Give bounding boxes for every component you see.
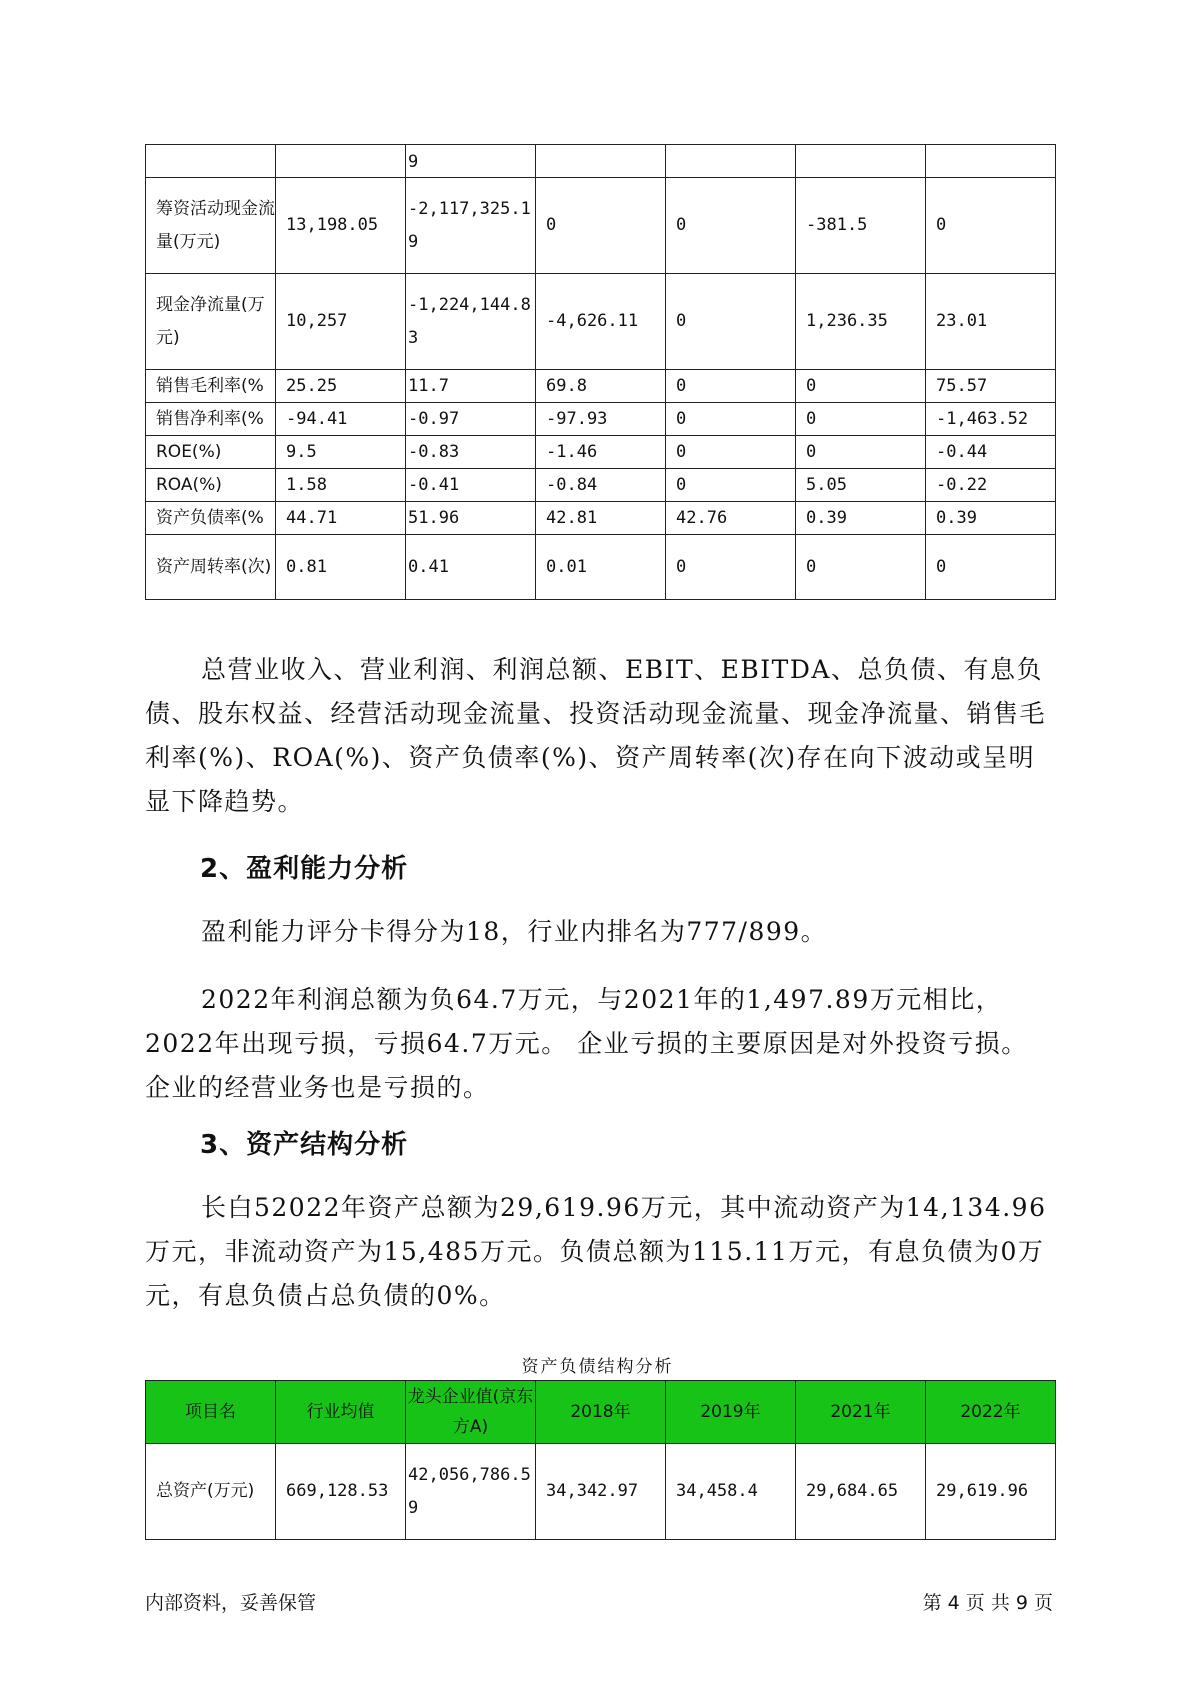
- table-cell: 42.81: [536, 502, 666, 535]
- table-cell: 75.57: [926, 370, 1056, 403]
- table-cell: 0: [796, 535, 926, 600]
- table-cell: 0: [796, 403, 926, 436]
- column-header: 项目名: [146, 1381, 276, 1444]
- table-cell: 51.96: [406, 502, 536, 535]
- table-cell: 29,684.65: [796, 1444, 926, 1540]
- row-label-cell: ROE(%): [146, 436, 276, 469]
- table-cell: -0.44: [926, 436, 1056, 469]
- table-row: [146, 145, 1056, 178]
- table-cell: -97.93: [536, 403, 666, 436]
- table-cell: 0: [926, 178, 1056, 274]
- table-row: [146, 469, 1056, 502]
- table-cell: 5.05: [796, 469, 926, 502]
- table-cell: 10,257: [276, 274, 406, 370]
- table-cell: 0: [666, 436, 796, 469]
- footer-confidential-note: 内部资料，妥善保管: [145, 1592, 317, 1614]
- table-cell: -94.41: [276, 403, 406, 436]
- row-label-cell: 筹资活动现金流量(万元): [146, 178, 276, 274]
- table-cell: 1,236.35: [796, 274, 926, 370]
- table-row: [146, 403, 1056, 436]
- asset-structure-paragraph: 长白52022年资产总额为29,619.96万元，其中流动资产为14,134.96万元，非流动资产为15,485万元。负债总额为115.11万元，有息负债为0万元，有息负债占总负债的0%。: [145, 1193, 1047, 1310]
- column-header: 2019年: [666, 1381, 796, 1444]
- table-cell: -2,117,325.19: [406, 178, 536, 274]
- table-cell: 0: [796, 436, 926, 469]
- table-cell: -0.84: [536, 469, 666, 502]
- table-cell: 0: [666, 469, 796, 502]
- row-label-cell: ROA(%): [146, 469, 276, 502]
- table-cell: 0: [666, 178, 796, 274]
- table-cell: [666, 145, 796, 178]
- section-heading-asset-structure: 3、资产结构分析: [200, 1130, 409, 1160]
- table-caption: 资产负债结构分析: [521, 1357, 674, 1377]
- row-label-cell: 总资产(万元): [146, 1444, 276, 1540]
- table-row: [146, 178, 1056, 274]
- row-label-cell: 资产负债率(%: [146, 502, 276, 535]
- table-cell: -0.41: [406, 469, 536, 502]
- table-cell: 44.71: [276, 502, 406, 535]
- asset-liability-structure-table: [145, 1380, 1056, 1540]
- table-cell: [796, 145, 926, 178]
- column-header: 2021年: [796, 1381, 926, 1444]
- table-cell: 13,198.05: [276, 178, 406, 274]
- table-cell: 9.5: [276, 436, 406, 469]
- table-cell: [926, 145, 1056, 178]
- table-cell: 42,056,786.59: [406, 1444, 536, 1540]
- column-header: 龙头企业值(京东方A): [406, 1381, 536, 1444]
- table-cell: 0.81: [276, 535, 406, 600]
- table-cell: 42.76: [666, 502, 796, 535]
- table-cell: 9: [406, 145, 536, 178]
- table-cell: 1.58: [276, 469, 406, 502]
- table-row: [146, 535, 1056, 600]
- trend-summary-paragraph: 总营业收入、营业利润、利润总额、EBIT、EBITDA、总负债、有息负债、股东权益、经营活动现金流量、投资活动现金流量、现金净流量、销售毛利率(%)、ROA(%)、资产负债率(%)、资产周转率(次)存在向下波动或呈明显下降趋势。: [145, 655, 1047, 816]
- table-cell: 0: [666, 535, 796, 600]
- table-cell: 0: [926, 535, 1056, 600]
- table-cell: [276, 145, 406, 178]
- row-label-cell: 销售毛利率(%: [146, 370, 276, 403]
- financial-indicators-table: [145, 144, 1056, 600]
- table-cell: -1,224,144.83: [406, 274, 536, 370]
- table-row: [146, 502, 1056, 535]
- row-label-cell: [146, 145, 276, 178]
- row-label-cell: 现金净流量(万元): [146, 274, 276, 370]
- row-label-cell: 销售净利率(%: [146, 403, 276, 436]
- table-cell: 23.01: [926, 274, 1056, 370]
- table-cell: 0: [666, 370, 796, 403]
- column-header: 2018年: [536, 1381, 666, 1444]
- table-cell: 0.39: [796, 502, 926, 535]
- table-cell: -1.46: [536, 436, 666, 469]
- profit-analysis-paragraph: 2022年利润总额为负64.7万元，与2021年的1,497.89万元相比，2022年出现亏损，亏损64.7万元。 企业亏损的主要原因是对外投资亏损。企业的经营业务也是亏损的。: [145, 985, 1028, 1102]
- table-row: [146, 274, 1056, 370]
- section-heading-profitability: 2、盈利能力分析: [200, 854, 409, 884]
- table-cell: 29,619.96: [926, 1444, 1056, 1540]
- table-cell: -0.83: [406, 436, 536, 469]
- table-cell: 34,342.97: [536, 1444, 666, 1540]
- profitability-score-paragraph: 盈利能力评分卡得分为18，行业内排名为777/899。: [201, 917, 828, 946]
- table-cell: 0: [796, 370, 926, 403]
- row-label-cell: 资产周转率(次): [146, 535, 276, 600]
- table-cell: -4,626.11: [536, 274, 666, 370]
- table-cell: 11.7: [406, 370, 536, 403]
- table-row: [146, 436, 1056, 469]
- table-cell: 69.8: [536, 370, 666, 403]
- table-header-row: [146, 1381, 1056, 1444]
- column-header: 2022年: [926, 1381, 1056, 1444]
- column-header: 行业均值: [276, 1381, 406, 1444]
- table-cell: 34,458.4: [666, 1444, 796, 1540]
- table-cell: 25.25: [276, 370, 406, 403]
- table-cell: 0.39: [926, 502, 1056, 535]
- footer-page-number: 第 4 页 共 9 页: [922, 1592, 1053, 1614]
- table-cell: 0.01: [536, 535, 666, 600]
- table-cell: 0: [536, 178, 666, 274]
- table-cell: 0.41: [406, 535, 536, 600]
- table-cell: [536, 145, 666, 178]
- table-cell: -0.97: [406, 403, 536, 436]
- table-cell: -1,463.52: [926, 403, 1056, 436]
- table-cell: 0: [666, 403, 796, 436]
- table-cell: -0.22: [926, 469, 1056, 502]
- table-row: [146, 370, 1056, 403]
- table-cell: 669,128.53: [276, 1444, 406, 1540]
- table-row: [146, 1444, 1056, 1540]
- table-cell: -381.5: [796, 178, 926, 274]
- table-cell: 0: [666, 274, 796, 370]
